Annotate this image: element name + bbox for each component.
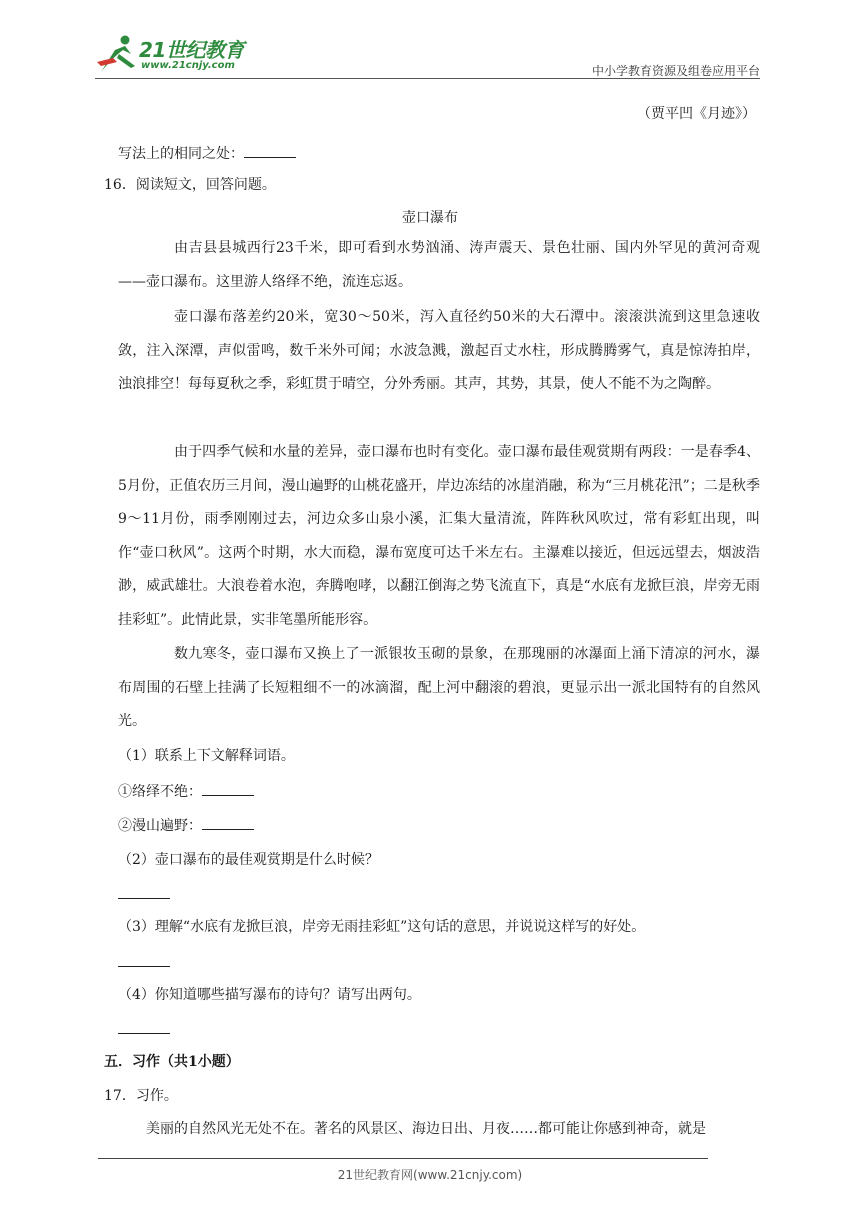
logo-text: 21世纪教育 bbox=[139, 38, 244, 62]
sub-question-4: （4）你知道哪些描写瀑布的诗句？请写出两句。 bbox=[118, 987, 421, 1003]
runner-logo-icon bbox=[95, 32, 141, 76]
footer-divider bbox=[98, 1158, 708, 1159]
site-logo bbox=[95, 32, 260, 76]
platform-label: 中小学教育资源及组卷应用平台 bbox=[591, 64, 760, 78]
answer-blank bbox=[244, 143, 296, 158]
answer-line-3 bbox=[118, 966, 170, 967]
sub-question-1a bbox=[118, 781, 254, 802]
page-header bbox=[95, 30, 760, 80]
term-2-label: ②漫山遍野： bbox=[118, 818, 202, 834]
answer-line-2 bbox=[118, 898, 170, 899]
sub-question-2: （2）壶口瀑布的最佳观赏期是什么时候？ bbox=[118, 852, 379, 868]
footer-text: 21世纪教育网(www.21cnjy.com) bbox=[337, 1168, 523, 1182]
logo-url: www.21cnjy.com bbox=[141, 60, 235, 71]
paragraph-2: 壶口瀑布落差约20米，宽30～50米，泻入直径约50米的大石潭中。滚滚洪流到这里急速收敛，注入深潭，声似雷鸣，数千米外可闻；水波急溅，激起百丈水柱，形成腾腾雾气，真是惊涛拍岸，浊浪排空！每每夏秋之季，彩虹贯于晴空，分外秀丽。其声，其势，其景，使人不能不为之陶醉。 bbox=[118, 309, 760, 393]
answer-blank bbox=[202, 781, 254, 796]
q15-label: 写法上的相同之处： bbox=[118, 146, 244, 162]
answer-blank bbox=[202, 815, 254, 830]
q16-header: 16．阅读短文，回答问题。 bbox=[104, 177, 276, 193]
sub-question-1b bbox=[118, 815, 254, 836]
q17-header: 17．习作。 bbox=[104, 1088, 178, 1104]
paragraph-1: 由吉县县城西行23千米，即可看到水势汹涌、涛声震天、景色壮丽、国内外罕见的黄河奇观——壶口瀑布。这里游人络绎不绝，流连忘返。 bbox=[118, 240, 760, 290]
passage-title: 壶口瀑布 bbox=[402, 210, 458, 226]
sub-question-3: （3）理解“水底有龙掀巨浪，岸旁无雨挂彩虹”这句话的意思，并说说这样写的好处。 bbox=[118, 919, 646, 935]
paragraph-3: 由于四季气候和水量的差异，壶口瀑布也时有变化。壶口瀑布最佳观赏期有两段：一是春季4、5月份，正值农历三月间，漫山遍野的山桃花盛开，岸边冻结的冰崖消融，称为“三月桃花汛”；二是秋季9～11月份，雨季刚刚过去，河边众多山泉小溪，汇集大量清流，阵阵秋风吹过，常有彩虹出现，叫作“壶口秋风”。这两个时期，水大而稳，瀑布宽度可达千米左右。主瀑难以接近，但远远望去，烟波浩渺，威武雄壮。大浪卷着水泡，奔腾咆哮，以翻江倒海之势飞流直下，真是“水底有龙掀巨浪，岸旁无雨挂彩虹”。此情此景，实非笔墨所能形容。 bbox=[118, 444, 760, 628]
section-5-title: 五．习作（共1小题） bbox=[104, 1054, 240, 1070]
q15-similarity bbox=[118, 143, 296, 164]
answer-line-4 bbox=[118, 1033, 170, 1034]
term-1-label: ①络绎不绝： bbox=[118, 784, 202, 800]
attribution: （贾平凹《月迹》） bbox=[637, 106, 756, 122]
q17-prompt: 美丽的自然风光无处不在。著名的风景区、海边日出、月夜……都可能让你感到神奇，就是 bbox=[146, 1121, 706, 1137]
sub-question-1: （1）联系上下文解释词语。 bbox=[118, 748, 295, 764]
header-divider bbox=[95, 78, 760, 79]
paragraph-4: 数九寒冬，壶口瀑布又换上了一派银妆玉砌的景象，在那瑰丽的冰瀑面上涌下清凉的河水，瀑布周围的石壁上挂满了长短粗细不一的冰滴溜，配上河中翻滚的碧浪，更显示出一派北国特有的自然风光。 bbox=[118, 646, 760, 730]
